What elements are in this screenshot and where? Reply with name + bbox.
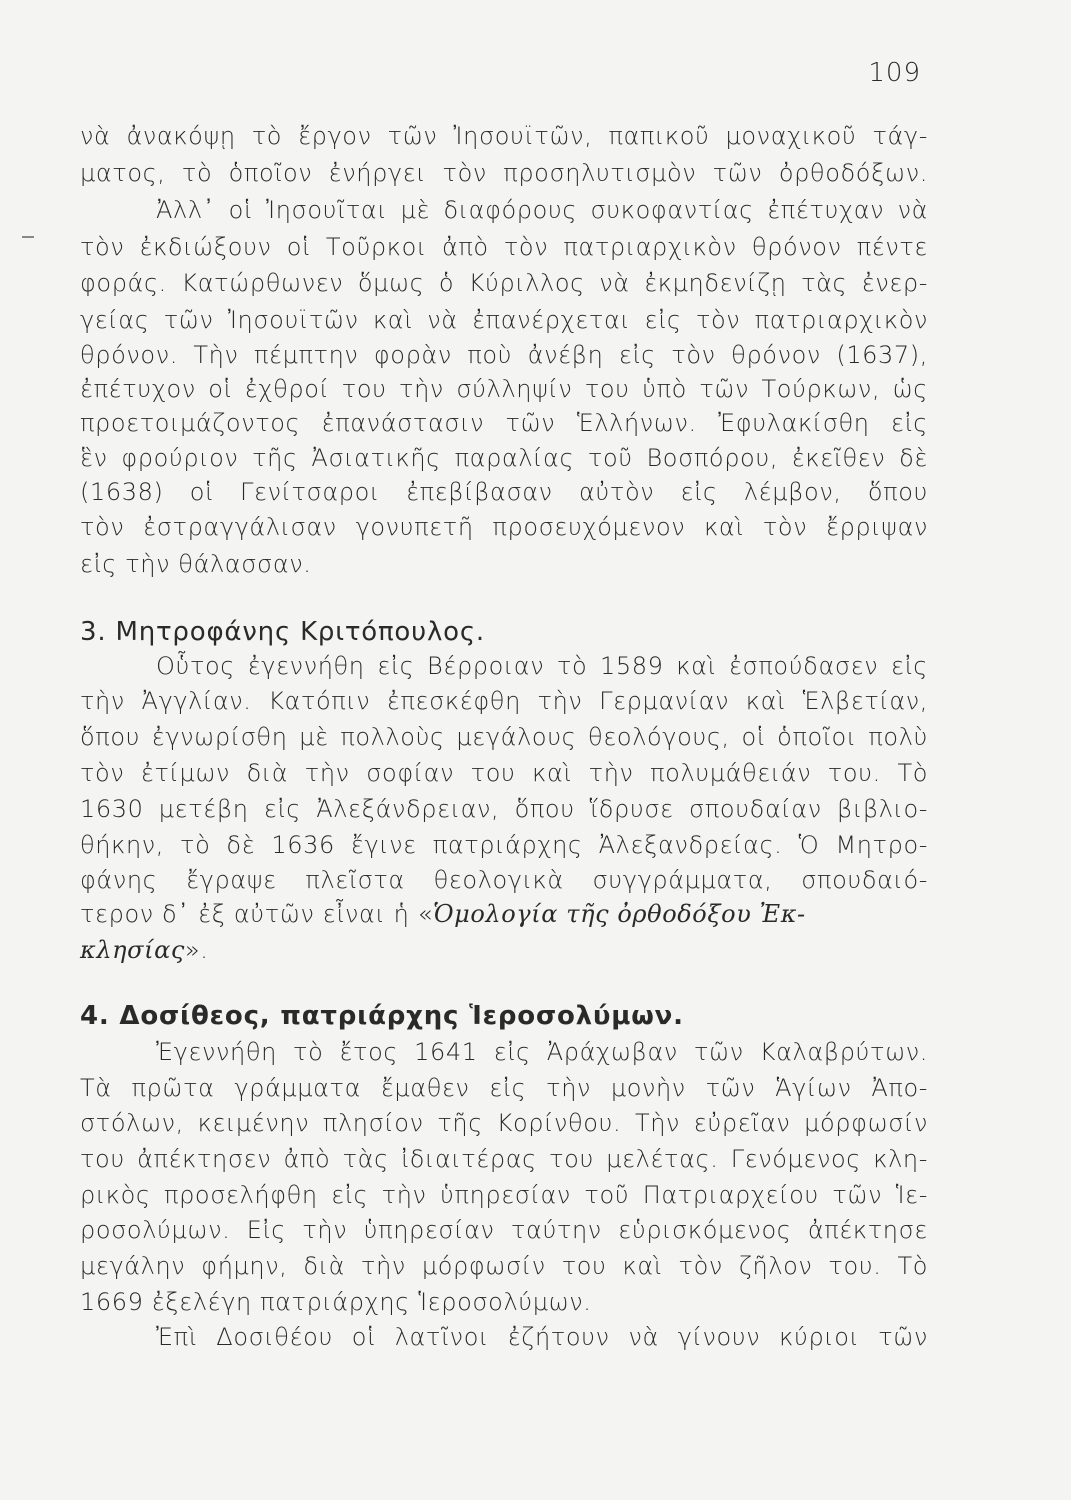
text-line: προετοιμάζοντος ἐπανάστασιν τῶν Ἑλλήνων. Ἐφυλακίσθη εἰς bbox=[80, 409, 928, 437]
text-line: ἓν φρούριον τῆς Ἀσιατικῆς παραλίας τοῦ Βοσπόρου, ἐκεῖθεν δὲ bbox=[80, 444, 928, 472]
text-line: 1630 μετέβη εἰς Ἀλεξάνδρειαν, ὅπου ἵδρυσε σπουδαίαν βιβλιο- bbox=[80, 795, 928, 823]
text-line: τὴν Ἀγγλίαν. Κατόπιν ἐπεσκέφθη τὴν Γερμανίαν καὶ Ἑλβετίαν, bbox=[80, 687, 928, 715]
text-line: φοράς. Κατώρθωνεν ὅμως ὁ Κύριλλος νὰ ἐκμηδενίζῃ τὰς ἐνερ- bbox=[80, 269, 928, 297]
text-line: μεγάλην φήμην, διὰ τὴν μόρφωσίν του καὶ τὸν ζῆλον του. Τὸ bbox=[80, 1252, 928, 1280]
text-line: Ἀλλ᾽ οἱ Ἰησουῖται μὲ διαφόρους συκοφαντίας ἐπέτυχαν νὰ bbox=[156, 196, 928, 224]
text-line: Ἐπὶ Δοσιθέου οἱ λατῖνοι ἐζήτουν νὰ γίνουν κύριοι τῶν bbox=[156, 1323, 928, 1351]
text-line: εἰς τὴν θάλασσαν. bbox=[80, 550, 312, 578]
text-line: ματος, τὸ ὁποῖον ἐνήργει τὸν προσηλυτισμὸν τῶν ὀρθοδόξων. bbox=[80, 159, 928, 187]
text-line: ὅπου ἐγνωρίσθη μὲ πολλοὺς μεγάλους θεολόγους, οἱ ὁποῖοι πολὺ bbox=[80, 723, 928, 751]
text-line: ροσολύμων. Εἰς τὴν ὑπηρεσίαν ταύτην εὑρισκόμενος ἀπέκτησε bbox=[80, 1216, 928, 1244]
text-line: στόλων, κειμένην πλησίον τῆς Κορίνθου. Τὴν εὐρεῖαν μόρφωσίν bbox=[80, 1109, 928, 1137]
text-line: 1669 ἐξελέγη πατριάρχης Ἱεροσολύμων. bbox=[80, 1288, 592, 1316]
page-number: 109 bbox=[868, 58, 921, 88]
work-title-fragment: κλησίας bbox=[80, 936, 185, 964]
section-heading-4: 4. Δοσίθεος, πατριάρχης Ἱεροσολύμων. bbox=[80, 1001, 684, 1031]
text-line: θήκην, τὸ δὲ 1636 ἔγινε πατριάρχης Ἀλεξανδρείας. Ὁ Μητρο- bbox=[80, 831, 928, 859]
text-fragment: τερον δ᾽ ἐξ αὐτῶν εἶναι ἡ « bbox=[80, 900, 433, 928]
text-fragment: ». bbox=[184, 936, 209, 964]
section-heading-3: 3. Μητροφάνης Κριτόπουλος. bbox=[80, 617, 485, 647]
text-line: ἐπέτυχον οἱ ἐχθροί του τὴν σύλληψίν του ὑπὸ τῶν Τούρκων, ὡς bbox=[80, 375, 928, 403]
text-line: Ἐγεννήθη τὸ ἔτος 1641 εἰς Ἀράχωβαν τῶν Καλαβρύτων. bbox=[156, 1038, 928, 1066]
text-line: Οὗτος ἐγεννήθη εἰς Βέρροιαν τὸ 1589 καὶ ἐσπούδασεν εἰς bbox=[156, 652, 928, 680]
text-line: (1638) οἱ Γενίτσαροι ἐπεβίβασαν αὐτὸν εἰς λέμβον, ὅπου bbox=[80, 478, 928, 506]
text-line: τὸν ἐστραγγάλισαν γονυπετῆ προσευχόμενον καὶ τὸν ἔρριψαν bbox=[80, 513, 928, 541]
work-title-fragment: Ὁμολογία τῆς ὀρθοδόξου Ἐκ- bbox=[432, 900, 806, 928]
text-line: νὰ ἀνακόψῃ τὸ ἔργον τῶν Ἰησουϊτῶν, παπικοῦ μοναχικοῦ τάγ- bbox=[80, 122, 928, 150]
text-line-with-title bbox=[80, 934, 928, 966]
text-line: γείας τῶν Ἰησουϊτῶν καὶ νὰ ἐπανέρχεται εἰς τὸν πατριαρχικὸν bbox=[80, 306, 928, 334]
text-line: Τὰ πρῶτα γράμματα ἔμαθεν εἰς τὴν μονὴν τῶν Ἁγίων Ἀπο- bbox=[80, 1074, 928, 1102]
text-line: τὸν ἐτίμων διὰ τὴν σοφίαν του καὶ τὴν πολυμάθειάν του. Τὸ bbox=[80, 759, 928, 787]
margin-mark bbox=[22, 236, 34, 238]
text-line: ρικὸς προσελήφθη εἰς τὴν ὑπηρεσίαν τοῦ Πατριαρχείου τῶν Ἱε- bbox=[80, 1181, 928, 1209]
text-line: τὸν ἐκδιώξουν οἱ Τοῦρκοι ἀπὸ τὸν πατριαρχικὸν θρόνον πέντε bbox=[80, 233, 928, 261]
text-line: θρόνον. Τὴν πέμπτην φορὰν ποὺ ἀνέβη εἰς τὸν θρόνον (1637), bbox=[80, 341, 928, 369]
text-line-with-title bbox=[80, 898, 928, 930]
text-line: φάνης ἔγραψε πλεῖστα θεολογικὰ συγγράμματα, σπουδαιό- bbox=[80, 866, 928, 894]
text-line: του ἀπέκτησεν ἀπὸ τὰς ἰδιαιτέρας του μελέτας. Γενόμενος κλη- bbox=[80, 1145, 928, 1173]
